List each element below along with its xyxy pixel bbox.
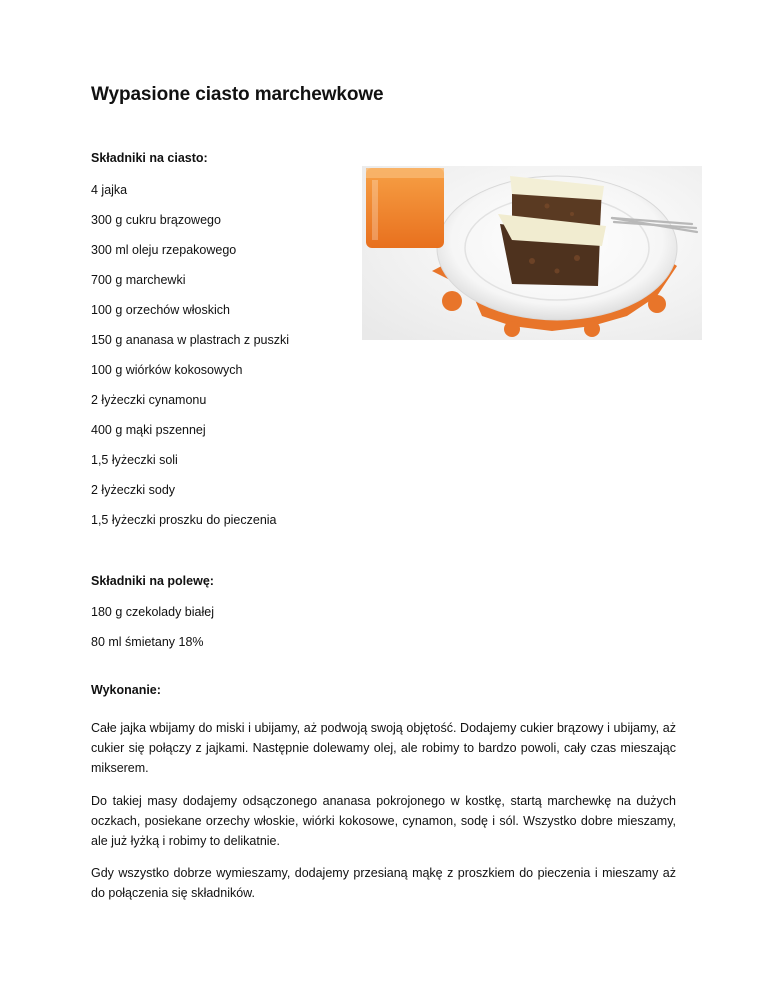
list-item: 700 g marchewki: [91, 273, 186, 287]
glaze-ingredients-list: [91, 603, 214, 663]
list-item: 2 łyżeczki cynamonu: [91, 393, 207, 407]
list-item: 4 jajka: [91, 183, 128, 197]
list-item: 100 g wiórków kokosowych: [91, 363, 243, 377]
list-item: 300 g cukru brązowego: [91, 213, 221, 227]
document-title: Wypasione ciasto marchewkowe: [91, 84, 384, 105]
list-item: 150 g ananasa w plastrach z puszki: [91, 333, 290, 347]
list-item: 1,5 łyżeczki soli: [91, 453, 178, 467]
list-item: 300 ml oleju rzepakowego: [91, 243, 237, 257]
list-item: 2 łyżeczki sody: [91, 483, 176, 497]
list-item: 100 g orzechów włoskich: [91, 303, 230, 317]
cake-ingredients-heading: Składniki na ciasto:: [91, 151, 208, 165]
list-item: 400 g mąki pszennej: [91, 423, 206, 437]
method-paragraph-1: Całe jajka wbijamy do miski i ubijamy, aż podwoją swoją objętość. Dodajemy cukier brązowy i ubijamy, aż cukier się połączy z jajkami. Następnie dolewamy olej, ale robimy to bardzo powoli, cały czas mieszając mikserem.: [91, 721, 676, 775]
list-item: 180 g czekolady białej: [91, 605, 214, 619]
cake-ingredients-list: [91, 181, 289, 541]
carrot-cake-photo: [362, 166, 702, 340]
glaze-ingredients-heading: Składniki na polewę:: [91, 574, 214, 588]
list-item: 80 ml śmietany 18%: [91, 635, 204, 649]
method-paragraph-3: Gdy wszystko dobrze wymieszamy, dodajemy przesianą mąkę z proszkiem do pieczenia i mieszamy aż do połączenia się składników.: [91, 866, 676, 900]
method-heading: Wykonanie:: [91, 683, 161, 697]
list-item: 1,5 łyżeczki proszku do pieczenia: [91, 513, 277, 527]
method-paragraph-2: Do takiej masy dodajemy odsączonego ananasa pokrojonego w kostkę, startą marchewkę na dużych oczkach, posiekane orzechy włoskie, wiórki kokosowe, cynamon, sodę i sól. Wszystko dobre mieszamy, ale już łyżką i robimy to delikatnie.: [91, 794, 676, 848]
